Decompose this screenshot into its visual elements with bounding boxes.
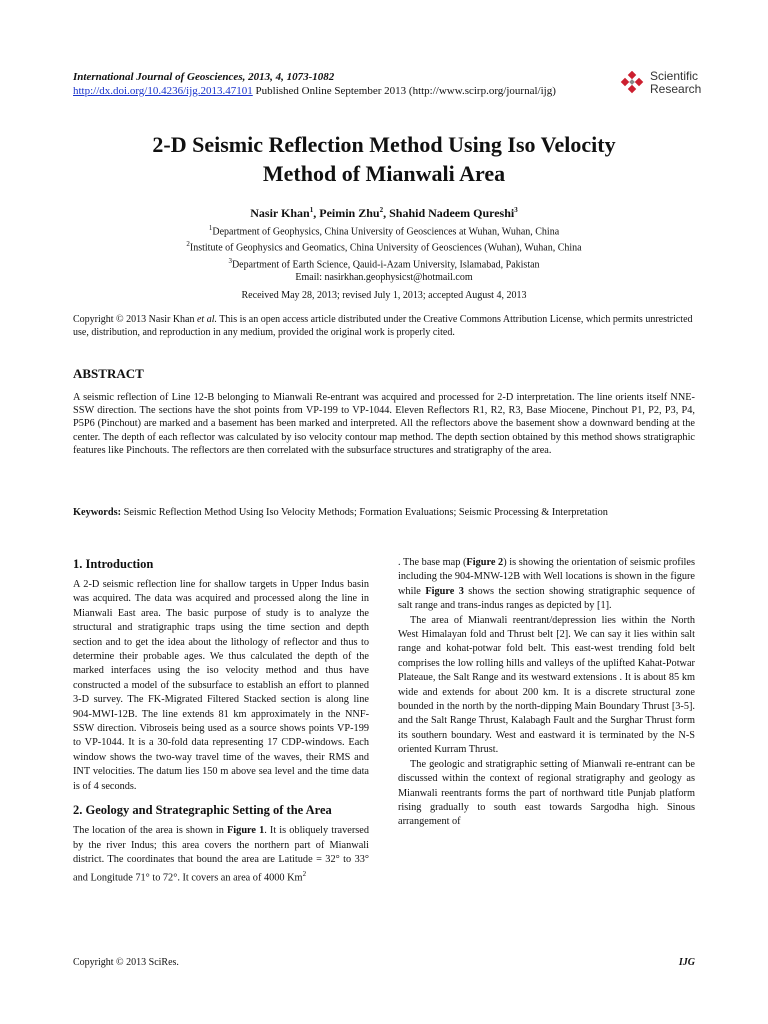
figure-2-ref[interactable]: Figure 2 <box>466 557 504 568</box>
author-2-sup: 2 <box>379 206 384 214</box>
paper-title <box>80 130 688 188</box>
section-1-heading: 1. Introduction <box>73 557 154 571</box>
email: Email: nasirkhan.geophysicst@hotmail.com <box>295 271 473 283</box>
copyright-text-b: This is an open access article distributed under the Creative Commons Attribution License, which permits unrestricted use, distribution, and reproduction in any medium, provided the original work is properly cited. <box>73 314 693 338</box>
doi-line <box>73 84 556 98</box>
footer-copyright: Copyright © 2013 SciRes. <box>73 957 179 968</box>
section-2-paragraph-1 <box>73 824 369 886</box>
section-2-paragraph-3: The geologic and stratigraphic setting of Mianwali re-entrant can be discussed within the context of regional stratigraphy and geology as Mianwali reentrants forms the part of northward title Punjab platform rising gradually to south east towards Sargodha high. Sinous arrangement of <box>398 758 695 828</box>
abstract-heading: ABSTRACT <box>73 366 144 381</box>
journal-citation-line <box>73 70 556 84</box>
affil-sup: 2 <box>186 240 190 249</box>
affil-sup: 1 <box>208 224 213 232</box>
author-3-sup: 3 <box>514 206 518 214</box>
logo-line-2: Research <box>650 82 702 96</box>
section-2-heading: 2. Geology and Strategraphic Setting of the Area <box>73 803 332 818</box>
journal-header <box>73 70 556 98</box>
keywords <box>73 506 695 520</box>
title-line-1: 2-D Seismic Reflection Method Using Iso Velocity <box>152 132 616 157</box>
left-column <box>73 556 369 886</box>
text-run: ) is showing the orientation of seismic profiles including the 904-MNW-12B with Well locations is shown in the figure while <box>398 557 695 597</box>
figure-3-ref[interactable]: Figure 3 <box>425 585 464 597</box>
affil-text: Institute of Geophysics and Geomatics, China University of Geosciences (Wuhan), Wuhan, China <box>189 242 582 254</box>
copyright-text-a: Copyright © 2013 Nasir Khan <box>73 314 197 325</box>
figure-1-ref[interactable]: Figure 1 <box>227 825 265 837</box>
scientific-research-logo-icon <box>620 71 644 95</box>
received-dates: Received May 28, 2013; revised July 1, 2013; accepted August 4, 2013 <box>241 290 527 301</box>
section-2-paragraph-2: The area of Mianwali reentrant/depression lies within the North West Himalayan fold and Thrust belt [2]. We can say it lies within salt range and kohat-potwar fold belt. This east-west trending fold belt comprises the low rolling hills and valleys of the uplifted Kahat-Potwar Plateaue, the Salt Range and its westward extensions . It is about 85 km wide and extends for about 200 km. It is a discrete structural zone bounded in the north by the north-dipping Main Boundary Thrust [3-5]. and the Salt Range Thrust, Kalabagh Fault and the Surghar Thrust form its southern boundary. West and eastward it is terminated by the N-S oriented Kurram Thrust. <box>398 614 695 756</box>
text-run: The location of the area is shown in <box>73 825 228 837</box>
text-run: . It is obliquely traversed by the river Indus; this area covers the northern part of Mianwali district. The coordinates that bound the area are Latitude = 32° to 33° and Longitude 71° to 72°. It covers an area of 4000 Km <box>73 825 369 884</box>
author-1-sup: 1 <box>309 206 314 214</box>
title-line-2: Method of Mianwali Area <box>262 161 506 186</box>
affiliation-2 <box>80 238 688 254</box>
logo-text <box>650 70 701 96</box>
published-text: Published Online September 2013 (http://www.scirp.org/journal/ijg) <box>252 85 556 97</box>
author-1: Nasir Khan <box>250 206 310 220</box>
journal-name: International Journal of Geosciences <box>73 71 243 83</box>
text-run: . The base map ( <box>398 557 467 568</box>
author-list <box>80 206 688 221</box>
copyright-notice <box>73 313 695 339</box>
author-sep: , <box>313 206 320 220</box>
text-run: shows the section showing stratigraphic sequence of salt range and trans-indus ranges as depicted by [1]. <box>398 585 696 612</box>
abstract-text: A seismic reflection of Line 12-B belonging to Mianwali Re-entrant was acquired and processed for 2-D interpretation. The line orients itself NNE-SSW direction. The sections have the shot points from VP-199 to VP-1044. Eleven Reflectors R1, R2, R3, Base Miocene, Pinchout P1, P2, P3, P4, P5P6 (Pinchout) are marked and a basement has been marked and interpreted. All the reflectors above the basement show a downward bending at the center. The depth of each reflector was calculated by iso velocity contour map method. The depth section obtained by this method shows stratigraphic features like Pinchouts. The reflectors are then correlated with the subsurface structures and stratigraphy of the area. <box>73 392 695 456</box>
affil-sup: 3 <box>228 256 232 265</box>
keywords-label: Keywords: <box>73 507 122 518</box>
km-squared-sup: 2 <box>302 870 307 879</box>
author-3: Shahid Nadeem Qureshi <box>389 206 515 220</box>
right-column <box>398 556 695 830</box>
affiliation-1 <box>80 222 688 238</box>
doi-link[interactable]: http://dx.doi.org/10.4236/ijg.2013.47101 <box>73 85 253 97</box>
affiliation-3 <box>80 255 688 271</box>
author-2: Peimin Zhu <box>319 206 380 220</box>
keywords-text: Seismic Reflection Method Using Iso Velocity Methods; Formation Evaluations; Seismic Processing & Interpretation <box>121 507 608 518</box>
logo-line-1: Scientific <box>650 69 699 83</box>
affil-text: Department of Earth Science, Qauid-i-Azam University, Islamabad, Pakistan <box>231 258 540 270</box>
copyright-etal: et al. <box>196 314 217 325</box>
affil-text: Department of Geophysics, China University of Geosciences at Wuhan, Wuhan, China <box>212 226 560 238</box>
publisher-logo <box>620 70 701 96</box>
journal-citation: , 2013, 4, 1073-1082 <box>242 71 335 83</box>
affiliations <box>80 222 688 284</box>
section-2-paragraph-1-cont <box>398 556 695 614</box>
footer-journal-abbrev: IJG <box>678 957 695 968</box>
section-1-paragraph: A 2-D seismic reflection line for shallow targets in Upper Indus basin was acquired. The data was acquired and processed along the line in Mianwali East area. The basic purpose of study is to analyze the structural and stratigraphic traps using the time section and depth section and to get the idea about the lithology of reflector and thus to determine their probable ages. We thus calculated the depth of the marked interfaces using the iso velocity method and thus have constructed a model of the subsurface to establish an effort to planned 3-D survey. The FK-Migrated Filtered Stacked section is along line 904-MWI-12B. The line extends 81 km approximately in the NNF-SSW direction. Vibroseis being used as a source shows points VP-199 to VP-1044. It is a 30-fold data representing 17 CDP-windows. Each window shows the two-way travel time of the waves, their RMS and INT velocities. The datum lies 150 m above sea level and the time data is of 4 seconds. <box>73 579 369 792</box>
author-sep: , <box>383 206 390 220</box>
